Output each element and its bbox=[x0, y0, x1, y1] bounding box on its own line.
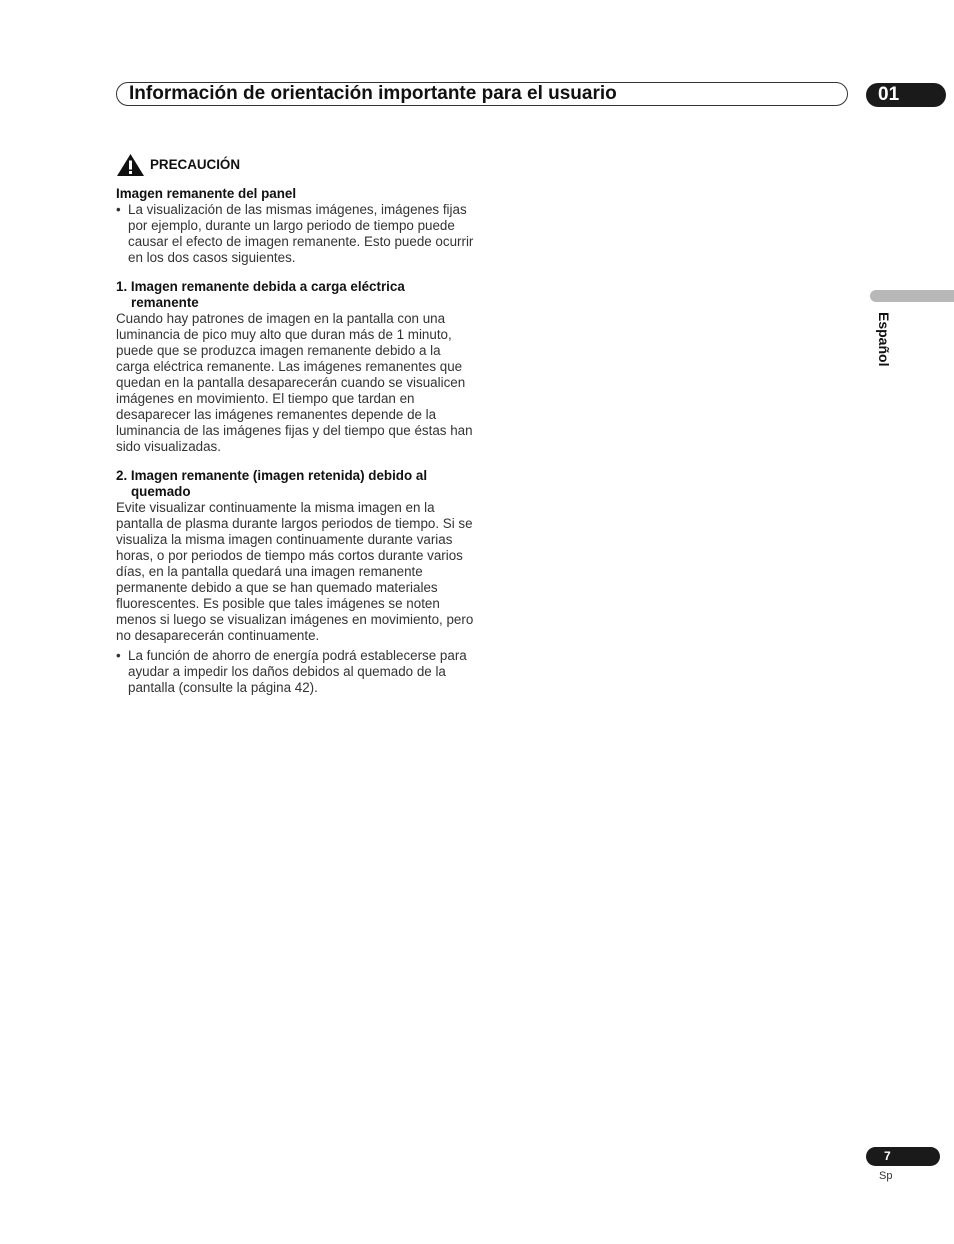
warning-triangle-icon bbox=[116, 153, 145, 177]
page-number-badge: 7 bbox=[866, 1147, 940, 1166]
main-content bbox=[116, 152, 476, 696]
language-label: Español bbox=[876, 312, 892, 367]
panel-image-retention-bullet: • La visualización de las mismas imágenes, imágenes fijas por ejemplo, durante un largo periodo de tiempo puede causar el efecto de imagen remanente. Esto puede ocurrir en los dos casos siguientes. bbox=[116, 202, 476, 266]
section1-heading: 1. Imagen remanente debida a carga eléctrica remanente bbox=[116, 279, 405, 310]
section2-body: Evite visualizar continuamente la misma imagen en la pantalla de plasma durante largos periodos de tiempo. Si se visualiza la misma imagen continuamente durante varias horas, o por periodos de tiempo más cortos durante varios días, en la pantalla quedará una imagen remanente permanente debido a que se han quemado materiales fluorescentes. Es posible que tales imágenes se noten menos si luego se visualizan imágenes en movimiento, pero no desaparecerán continuamente. bbox=[116, 500, 474, 643]
section2-bullet: • La función de ahorro de energía podrá establecerse para ayudar a impedir los daños debidos al quemado de la pantalla (consulte la página 42). bbox=[116, 648, 476, 696]
chapter-header-bar bbox=[116, 82, 848, 106]
caution-label: PRECAUCIÓN bbox=[150, 157, 241, 172]
panel-image-retention-heading: Imagen remanente del panel bbox=[116, 186, 297, 201]
chapter-number-badge: 01 bbox=[866, 83, 946, 107]
language-code: Sp bbox=[879, 1170, 893, 1182]
caution-heading bbox=[116, 152, 476, 178]
language-tab bbox=[870, 290, 954, 302]
chapter-title: Información de orientación importante para el usuario bbox=[129, 83, 617, 104]
section1-body: Cuando hay patrones de imagen en la pantalla con una luminancia de pico muy alto que duran más de 1 minuto, puede que se produzca imagen remanente debido a la carga eléctrica remanente. Las imágenes remanentes que quedan en la pantalla desaparecerán cuando se visualicen imágenes en movimiento. El tiempo que tardan en desaparecer las imágenes remanentes depende de la luminancia de las imágenes fijas y del tiempo que éstas han sido visualizadas. bbox=[116, 311, 473, 454]
section2-heading: 2. Imagen remanente (imagen retenida) debido al quemado bbox=[116, 468, 428, 499]
